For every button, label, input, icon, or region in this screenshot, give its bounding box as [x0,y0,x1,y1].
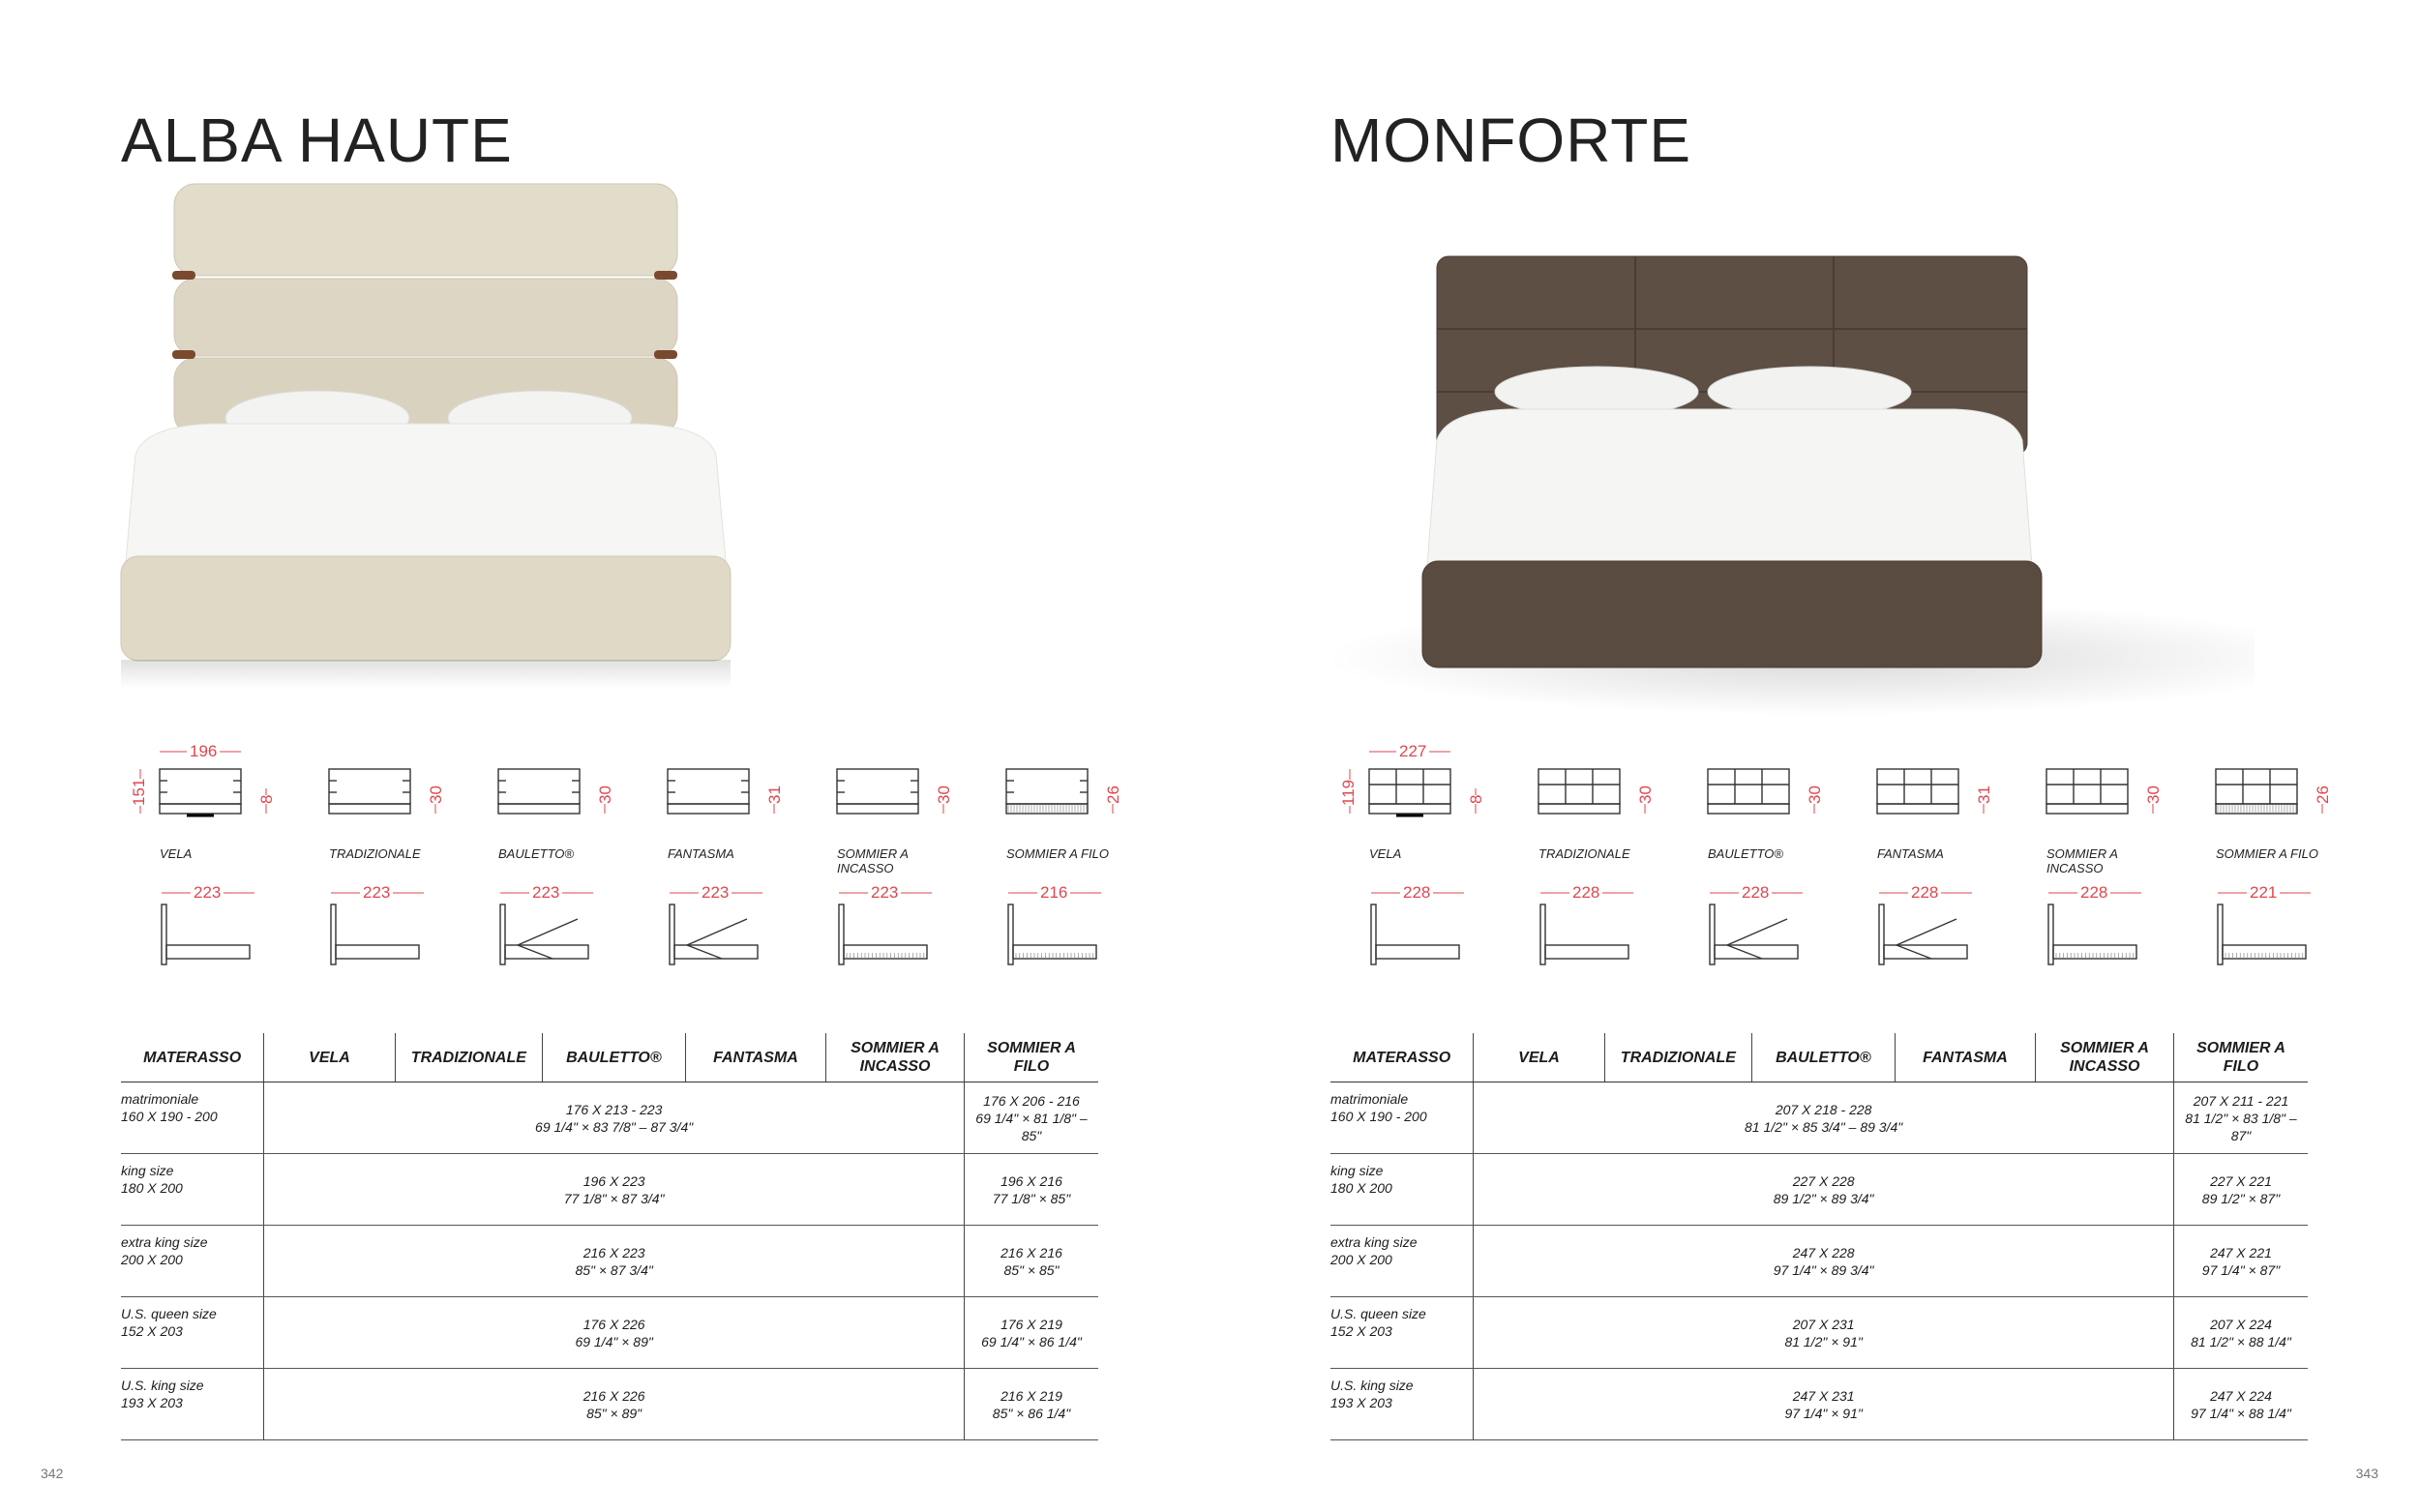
dimensions-cm: 247 X 231 [1792,1387,1855,1404]
size-dimensions: 193 X 203 [121,1395,183,1410]
height-dimension: 30 [1636,786,1655,804]
height-dimension: 26 [1104,786,1122,804]
mattress-size-cell [1330,1369,1474,1440]
product-title: MONFORTE [1330,105,1692,175]
dimensions-cm: 207 X 224 [2210,1316,2272,1332]
dimensions-cm: 196 X 223 [582,1172,645,1189]
bed-dimensions-cell [1474,1226,2174,1297]
depth-dimension: 223 [529,884,562,901]
sommier-a-filo-cell [2173,1154,2308,1226]
dimensions-inches: 81 1/2" × 83 1/8" – 87" [2185,1110,2297,1143]
table-row [121,1297,1098,1369]
dimensions-inches: 97 1/4" × 88 1/4" [2191,1405,2291,1421]
column-header: BAULETTO® [1752,1033,1896,1082]
dimensions-cm: 216 X 216 [1000,1244,1062,1260]
dimensions-inches: 97 1/4" × 91" [1784,1405,1863,1421]
config-label: VELA [160,846,193,861]
config-incasso [798,730,953,982]
height-dimension: 30 [596,786,614,804]
depth-dimension: 223 [191,884,224,901]
column-header: SOMMIER A FILO [964,1033,1098,1082]
config-trad [1500,730,1655,982]
config-fant [1838,730,1993,982]
config-baul [1669,730,1824,982]
config-filo [2177,730,2332,982]
size-name: king size [121,1163,174,1178]
dimensions-inches: 81 1/2" × 91" [1784,1333,1863,1349]
bed-dimensions-cell [264,1154,965,1226]
height-dimension: 30 [2144,786,2163,804]
height-dimension: 8 [257,794,276,804]
dimensions-inches: 89 1/2" × 89 3/4" [1773,1190,1874,1206]
table-row [121,1154,1098,1226]
column-header: BAULETTO® [543,1033,686,1082]
size-dimensions: 200 X 200 [1330,1252,1392,1267]
dimensions-cm: 176 X 206 - 216 [983,1092,1080,1109]
column-header: VELA [1474,1033,1604,1082]
mattress-size-cell [121,1369,264,1440]
dimensions-cm: 247 X 228 [1792,1244,1855,1260]
height-dimension: 31 [1975,786,1993,804]
height-dimension: 8 [1467,794,1485,804]
table-row [1330,1226,2308,1297]
mattress-size-cell [1330,1297,1474,1369]
dimensions-cm: 176 X 213 - 223 [565,1101,663,1117]
height-dimension: 30 [1806,786,1824,804]
config-label: VELA [1369,846,1402,861]
mattress-size-cell [121,1297,264,1369]
dimensions-cm: 216 X 219 [1000,1387,1062,1404]
page-right [1210,0,2419,1512]
bed-dimensions-cell [1474,1082,2174,1154]
depth-dimension: 223 [868,884,901,901]
configurations-panel [1292,730,2332,982]
column-header: SOMMIER A INCASSO [826,1033,965,1082]
mattress-size-cell [121,1154,264,1226]
sommier-a-filo-cell [2173,1226,2308,1297]
dimensions-cm: 247 X 224 [2210,1387,2272,1404]
sommier-a-filo-cell [964,1369,1098,1440]
dimensions-inches: 81 1/2" × 88 1/4" [2191,1333,2291,1349]
column-header: MATERASSO [1330,1033,1474,1082]
size-dimensions: 160 X 190 - 200 [121,1109,218,1124]
config-label: SOMMIER A FILO [2216,846,2318,861]
size-dimensions: 160 X 190 - 200 [1330,1109,1427,1124]
config-vela [1330,730,1485,982]
overall-width-dimension: 227 [1396,743,1429,759]
size-name: matrimoniale [1330,1091,1409,1107]
bed-dimensions-cell [1474,1297,2174,1369]
depth-dimension: 228 [2077,884,2110,901]
bed-dimensions-cell [1474,1369,2174,1440]
dimensions-inches: 69 1/4" × 89" [575,1333,653,1349]
size-dimensions: 180 X 200 [1330,1180,1392,1196]
sommier-a-filo-cell [964,1154,1098,1226]
overall-width-dimension: 196 [187,743,220,759]
config-filo [968,730,1122,982]
dimensions-cm: 207 X 211 - 221 [2193,1092,2289,1109]
size-name: U.S. king size [1330,1378,1414,1393]
column-header: TRADIZIONALE [1604,1033,1751,1082]
dimensions-cm: 176 X 226 [582,1316,645,1332]
overall-height-dimension: 151 [130,778,148,806]
table-row [121,1082,1098,1154]
product-title: ALBA HAUTE [121,105,513,175]
sommier-a-filo-cell [2173,1297,2308,1369]
table-header-row [1330,1033,2308,1082]
config-label: FANTASMA [1877,846,1944,861]
depth-dimension: 228 [1569,884,1602,901]
config-label: SOMMIER A INCASSO [2046,846,2118,875]
table-row [1330,1154,2308,1226]
config-label: TRADIZIONALE [1538,846,1630,861]
depth-dimension: 216 [1037,884,1070,901]
dimensions-cm: 227 X 228 [1792,1172,1855,1189]
height-dimension: 30 [427,786,445,804]
config-trad [290,730,445,982]
config-vela [121,730,276,982]
table-row [121,1369,1098,1440]
config-label: SOMMIER A INCASSO [837,846,909,875]
size-name: extra king size [1330,1234,1418,1250]
size-dimensions: 180 X 200 [121,1180,183,1196]
column-header: MATERASSO [121,1033,264,1082]
bed-dimensions-cell [264,1369,965,1440]
dimensions-inches: 85" × 89" [586,1405,642,1421]
bed-photo-alba-haute [106,164,977,706]
sommier-a-filo-cell [964,1297,1098,1369]
bed-dimensions-cell [1474,1154,2174,1226]
config-fant [629,730,784,982]
sommier-a-filo-cell [964,1082,1098,1154]
mattress-size-cell [1330,1154,1474,1226]
column-header: VELA [264,1033,395,1082]
column-header: FANTASMA [685,1033,825,1082]
size-dimensions: 200 X 200 [121,1252,183,1267]
size-dimensions: 152 X 203 [121,1323,183,1339]
configurations-panel [82,730,1122,982]
column-header: SOMMIER A INCASSO [2036,1033,2174,1082]
height-dimension: 26 [2314,786,2332,804]
depth-dimension: 223 [360,884,393,901]
page-number: 343 [2355,1466,2378,1481]
dimensions-inches: 85" × 87 3/4" [575,1261,653,1278]
mattress-size-cell [1330,1226,1474,1297]
dimensions-cm: 196 X 216 [1000,1172,1062,1189]
depth-dimension: 228 [1400,884,1433,901]
size-name: king size [1330,1163,1384,1178]
dimensions-cm: 227 X 221 [2210,1172,2272,1189]
dimensions-inches: 69 1/4" × 83 7/8" – 87 3/4" [535,1118,694,1135]
table-header-row [121,1033,1098,1082]
table-row [121,1226,1098,1297]
config-incasso [2008,730,2163,982]
size-name: matrimoniale [121,1091,199,1107]
dimensions-inches: 69 1/4" × 86 1/4" [981,1333,1082,1349]
dimensions-inches: 97 1/4" × 87" [2201,1261,2281,1278]
dimensions-inches: 85" × 85" [1003,1261,1060,1278]
size-name: extra king size [121,1234,208,1250]
height-dimension: 31 [765,786,784,804]
height-dimension: 30 [935,786,953,804]
overall-height-dimension: 119 [1339,779,1358,806]
mattress-size-cell [1330,1082,1474,1154]
dimensions-inches: 89 1/2" × 87" [2201,1190,2281,1206]
column-header: SOMMIER A FILO [2173,1033,2308,1082]
depth-dimension: 221 [2247,884,2280,901]
dimensions-cm: 207 X 231 [1792,1316,1855,1332]
mattress-size-cell [121,1226,264,1297]
dimensions-inches: 77 1/8" × 87 3/4" [563,1190,665,1206]
dimensions-cm: 207 X 218 - 228 [1775,1101,1872,1117]
dimensions-inches: 81 1/2" × 85 3/4" – 89 3/4" [1745,1118,1903,1135]
dimensions-inches: 77 1/8" × 85" [992,1190,1071,1206]
bed-photo-monforte [1287,213,2255,716]
sommier-a-filo-cell [2173,1369,2308,1440]
bed-dimensions-cell [264,1226,965,1297]
config-label: BAULETTO® [498,846,574,861]
table-row [1330,1369,2308,1440]
sommier-a-filo-cell [2173,1082,2308,1154]
size-name: U.S. queen size [121,1306,217,1321]
page-number: 342 [41,1466,64,1481]
dimensions-table [1330,1033,2308,1440]
size-name: U.S. king size [121,1378,204,1393]
depth-dimension: 228 [1908,884,1941,901]
config-label: FANTASMA [668,846,734,861]
dimensions-cm: 176 X 219 [1000,1316,1062,1332]
table-row [1330,1297,2308,1369]
column-header: TRADIZIONALE [395,1033,542,1082]
dimensions-inches: 97 1/4" × 89 3/4" [1773,1261,1874,1278]
config-label: BAULETTO® [1708,846,1783,861]
dimensions-cm: 216 X 226 [582,1387,645,1404]
dimensions-cm: 216 X 223 [582,1244,645,1260]
dimensions-table [121,1033,1098,1440]
depth-dimension: 228 [1739,884,1772,901]
config-label: TRADIZIONALE [329,846,421,861]
bed-dimensions-cell [264,1297,965,1369]
column-header: FANTASMA [1895,1033,2035,1082]
dimensions-inches: 69 1/4" × 81 1/8" – 85" [975,1110,1088,1143]
config-label: SOMMIER A FILO [1006,846,1109,861]
size-dimensions: 193 X 203 [1330,1395,1392,1410]
dimensions-cm: 247 X 221 [2210,1244,2272,1260]
size-dimensions: 152 X 203 [1330,1323,1392,1339]
dimensions-inches: 85" × 86 1/4" [992,1405,1071,1421]
size-name: U.S. queen size [1330,1306,1426,1321]
table-row [1330,1082,2308,1154]
mattress-size-cell [121,1082,264,1154]
bed-dimensions-cell [264,1082,965,1154]
config-baul [460,730,614,982]
depth-dimension: 223 [699,884,732,901]
sommier-a-filo-cell [964,1226,1098,1297]
